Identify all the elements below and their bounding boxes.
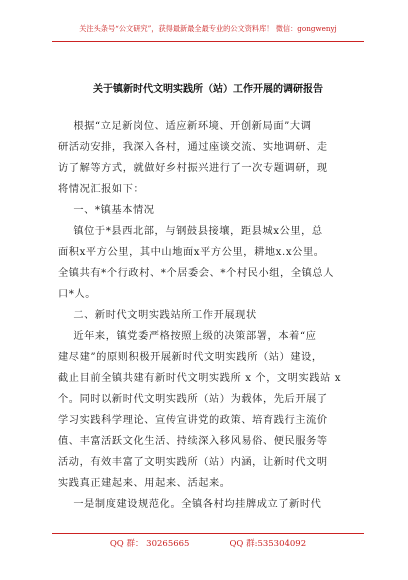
body-line: 一、*镇基本情况 (58, 205, 155, 216)
body-line: 一是制度建设规范化。全镇各村均挂牌成立了新时代 (58, 499, 322, 510)
document-body (58, 116, 348, 515)
footer-qq-group-2: QQ 群:535304092 (229, 539, 307, 549)
body-line: 近年来，镇党委严格按照上级的决策部署，本着“应 (58, 331, 317, 342)
body-line: 研活动安排，我深入各村，通过座谈交流、实地调研、走 (58, 142, 328, 153)
footer (52, 537, 364, 549)
body-line: 值、丰富活跃文化生活、持续深入移风易俗、便民服务等 (58, 436, 328, 447)
body-line: 实践真正建起来、用起来、活起来。 (58, 478, 231, 489)
footer-qq-group-1: QQ 群： 30265665 (109, 539, 190, 549)
body-line: 面积x平方公里，其中山地面x平方公里，耕地x.x公里。 (58, 247, 325, 258)
body-line: 镇位于*县西北部，与钢鼓县接壤，距县城x公里，总 (58, 226, 323, 237)
body-line: 访了解等方式，就做好乡村振兴进行了一次专题调研，现 (58, 163, 328, 174)
body-line: 建尽建”的原则积极开展新时代文明实践所（站）建设， (58, 352, 323, 363)
body-line: 学习实践科学理论、宣传宣讲党的政策、培育践行主流价 (58, 415, 328, 426)
body-line: 根据“立足新岗位、适应新环境、开创新局面”大调 (58, 121, 312, 132)
footer-divider (52, 533, 364, 534)
header-notice: 关注头条号“公文研究”，获得最新最全最专业的公文资料库！ 微信：gongwenyj (79, 24, 337, 33)
body-line: 口*人。 (58, 289, 97, 300)
body-line: 将情况汇报如下： (58, 184, 145, 195)
body-line: 全镇共有*个行政村、*个居委会、*个村民小组，全镇总人 (58, 268, 334, 279)
document-title: 关于镇新时代文明实践所（站）工作开展的调研报告 (93, 84, 323, 95)
header-divider (52, 41, 364, 42)
body-line: 活动，有效丰富了文明实践所（站）内涵，让新时代文明 (58, 457, 328, 468)
body-line: 二、新时代文明实践站所工作开展现状 (58, 310, 257, 321)
body-line: 截止目前全镇共建有新时代文明实践所 x 个，文明实践站 x (58, 373, 342, 384)
body-line: 个。同时以新时代文明实践所（站）为载体，先后开展了 (58, 394, 328, 405)
